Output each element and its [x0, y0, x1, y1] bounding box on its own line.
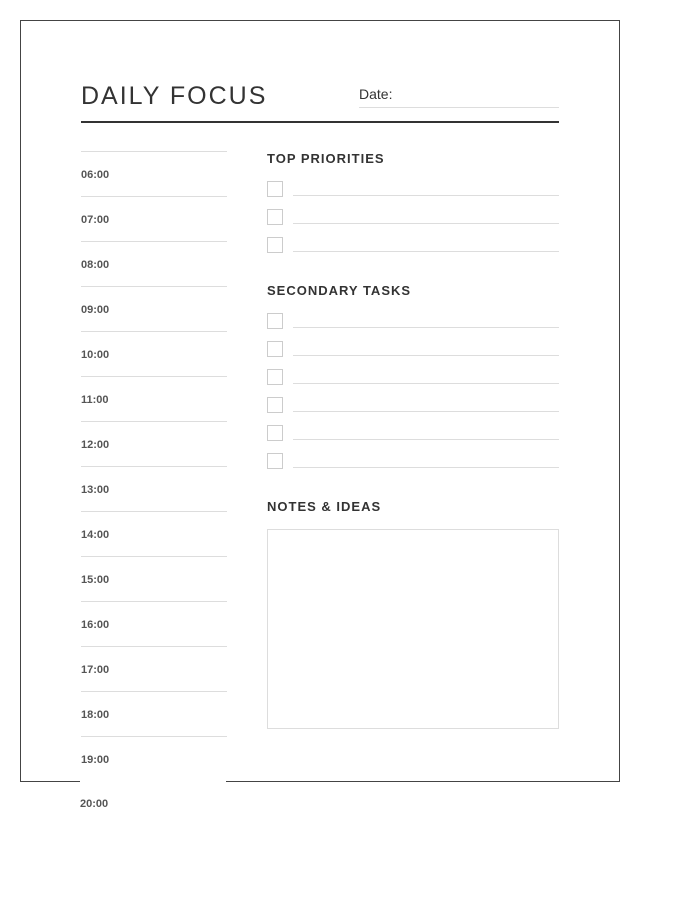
time-label: 19:00	[81, 754, 110, 766]
time-slot[interactable]	[81, 466, 227, 511]
time-slot[interactable]	[81, 556, 227, 601]
secondary-task-row	[267, 313, 559, 341]
time-slot[interactable]	[81, 646, 227, 691]
time-label: 16:00	[81, 619, 110, 631]
time-label: 17:00	[81, 664, 110, 676]
time-slot[interactable]	[81, 331, 227, 376]
time-slot[interactable]	[81, 691, 227, 736]
time-slot[interactable]	[81, 286, 227, 331]
time-label: 14:00	[81, 529, 110, 541]
secondary-task-checkbox[interactable]	[267, 397, 283, 413]
time-slot[interactable]	[81, 151, 227, 196]
secondary-tasks-title: SECONDARY TASKS	[267, 283, 412, 298]
time-label: 13:00	[81, 484, 110, 496]
time-label: 20:00	[80, 798, 109, 810]
time-label: 11:00	[81, 394, 109, 406]
secondary-task-row	[267, 397, 559, 425]
schedule-overflow	[80, 781, 226, 810]
notes-box[interactable]	[267, 529, 559, 729]
date-label: Date:	[359, 86, 393, 102]
secondary-task-row	[267, 453, 559, 481]
secondary-task-checkbox[interactable]	[267, 313, 283, 329]
time-label: 06:00	[81, 169, 110, 181]
secondary-task-checkbox[interactable]	[267, 453, 283, 469]
time-slot[interactable]	[81, 601, 227, 646]
secondary-task-checkbox[interactable]	[267, 425, 283, 441]
time-slot[interactable]	[81, 421, 227, 466]
secondary-task-row	[267, 425, 559, 453]
top-priorities-title: TOP PRIORITIES	[267, 151, 385, 166]
date-field[interactable]	[359, 85, 559, 108]
secondary-task-line[interactable]	[293, 411, 559, 412]
priority-task-line[interactable]	[293, 223, 559, 224]
time-label: 10:00	[81, 349, 110, 361]
secondary-task-line[interactable]	[293, 355, 559, 356]
top-priorities-list	[267, 181, 559, 265]
secondary-tasks-list	[267, 313, 559, 481]
priority-task-checkbox[interactable]	[267, 181, 283, 197]
priority-task-line[interactable]	[293, 251, 559, 252]
priority-task-checkbox[interactable]	[267, 209, 283, 225]
time-slot[interactable]	[81, 511, 227, 556]
secondary-task-row	[267, 341, 559, 369]
priority-task-line[interactable]	[293, 195, 559, 196]
secondary-task-checkbox[interactable]	[267, 369, 283, 385]
priority-task-row	[267, 237, 559, 265]
time-label: 12:00	[81, 439, 110, 451]
time-label: 18:00	[81, 709, 110, 721]
time-slot	[80, 781, 226, 810]
notes-title: NOTES & IDEAS	[267, 499, 382, 514]
time-slot[interactable]	[81, 241, 227, 286]
secondary-task-line[interactable]	[293, 439, 559, 440]
time-slot[interactable]	[81, 736, 227, 781]
time-slot[interactable]	[81, 196, 227, 241]
priority-task-row	[267, 209, 559, 237]
time-label: 15:00	[81, 574, 110, 586]
secondary-task-checkbox[interactable]	[267, 341, 283, 357]
priority-task-row	[267, 181, 559, 209]
secondary-task-line[interactable]	[293, 467, 559, 468]
priority-task-checkbox[interactable]	[267, 237, 283, 253]
secondary-task-row	[267, 369, 559, 397]
time-label: 08:00	[81, 259, 110, 271]
time-label: 09:00	[81, 304, 110, 316]
time-label: 07:00	[81, 214, 110, 226]
page-header	[81, 81, 559, 123]
page-title: DAILY FOCUS	[81, 82, 268, 110]
secondary-task-line[interactable]	[293, 327, 559, 328]
planner-page	[20, 20, 620, 782]
hourly-schedule	[81, 151, 227, 781]
secondary-task-line[interactable]	[293, 383, 559, 384]
time-slot[interactable]	[81, 376, 227, 421]
